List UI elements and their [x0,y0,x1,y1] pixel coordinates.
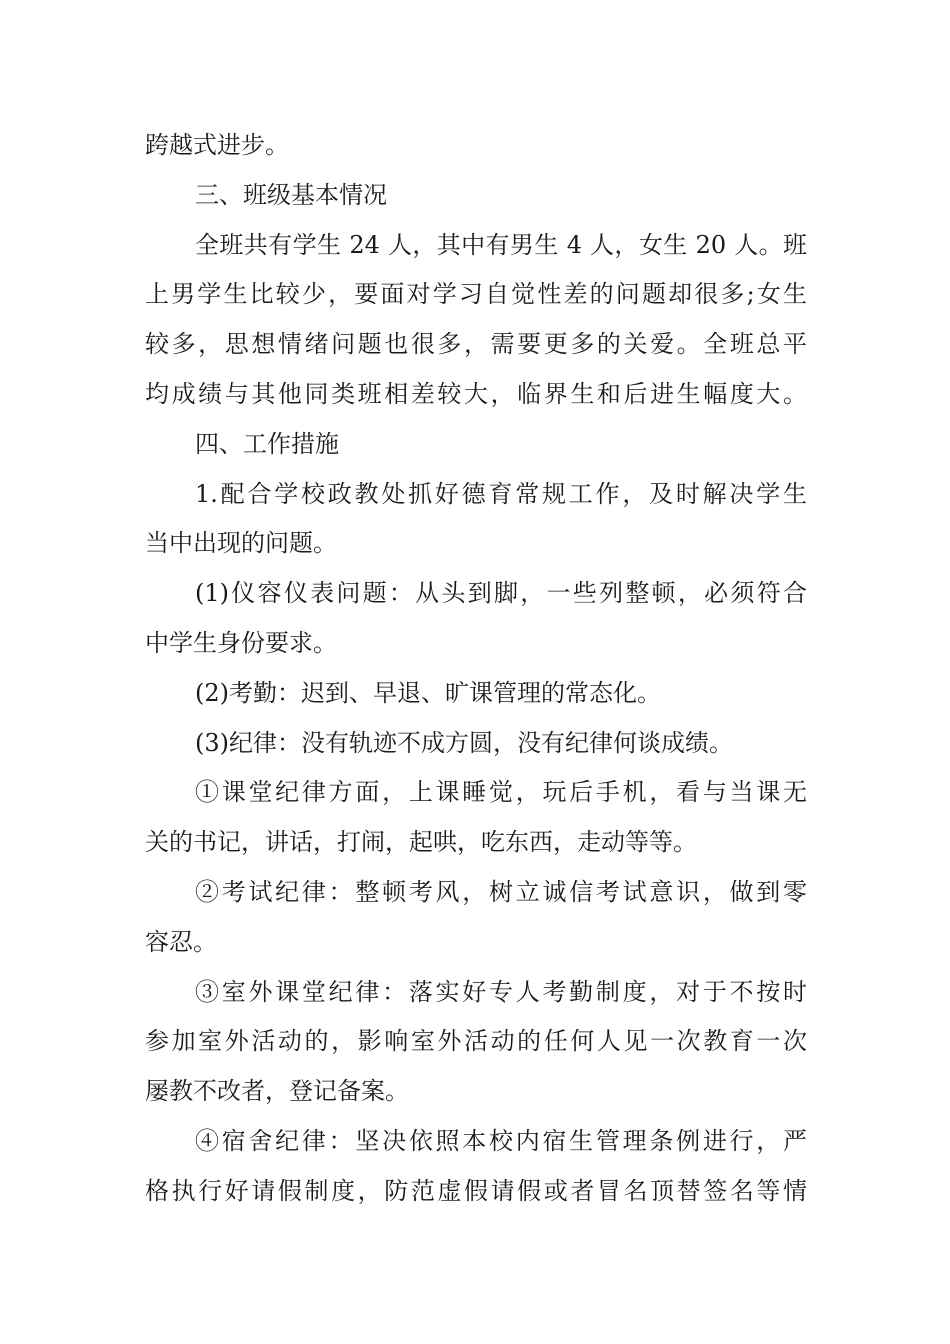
text-line: 关的书记，讲话，打闹，起哄，吃东西，走动等等。 [145,828,697,857]
text-line: 当中出现的问题。 [145,529,337,558]
text-line: 中学生身份要求。 [145,628,337,657]
text-line: 屡教不改者，登记备案。 [145,1077,409,1106]
text-line: 较多，思想情绪问题也很多，需要更多的关爱。全班总平 [145,330,807,359]
text-line: 参加室外活动的，影响室外活动的任何人见一次教育一次 [145,1027,807,1056]
text-line: 容忍。 [145,927,217,956]
text-line: ①课堂纪律方面，上课睡觉，玩后手机，看与当课无 [195,778,807,807]
text-line: 跨越式进步。 [145,131,289,159]
text-line: ③室外课堂纪律：落实好专人考勤制度，对于不按时 [195,977,807,1006]
text-line: (1)仪容仪表问题：从头到脚，一些列整顿，必须符合 [195,579,807,608]
text-line: ④宿舍纪律：坚决依照本校内宿生管理条例进行，严 [195,1126,807,1155]
document-body [145,121,807,1217]
text-line: 格执行好请假制度，防范虚假请假或者冒名顶替签名等情 [145,1176,807,1205]
section-heading: 四、工作措施 [195,429,339,458]
text-line: 全班共有学生 24 人，其中有男生 4 人，女生 20 人。班 [195,230,807,259]
text-line: 均成绩与其他同类班相差较大，临界生和后进生幅度大。 [145,379,807,408]
text-line: (3)纪律：没有轨迹不成方圆，没有纪律何谈成绩。 [195,728,733,757]
text-line: (2)考勤：迟到、早退、旷课管理的常态化。 [195,678,661,707]
text-line: 1.配合学校政教处抓好德育常规工作，及时解决学生 [195,479,807,508]
text-line: 上男学生比较少，要面对学习自觉性差的问题却很多;女生 [145,280,807,309]
section-heading: 三、班级基本情况 [195,180,387,209]
text-line: ②考试纪律：整顿考风，树立诚信考试意识，做到零 [195,877,807,906]
